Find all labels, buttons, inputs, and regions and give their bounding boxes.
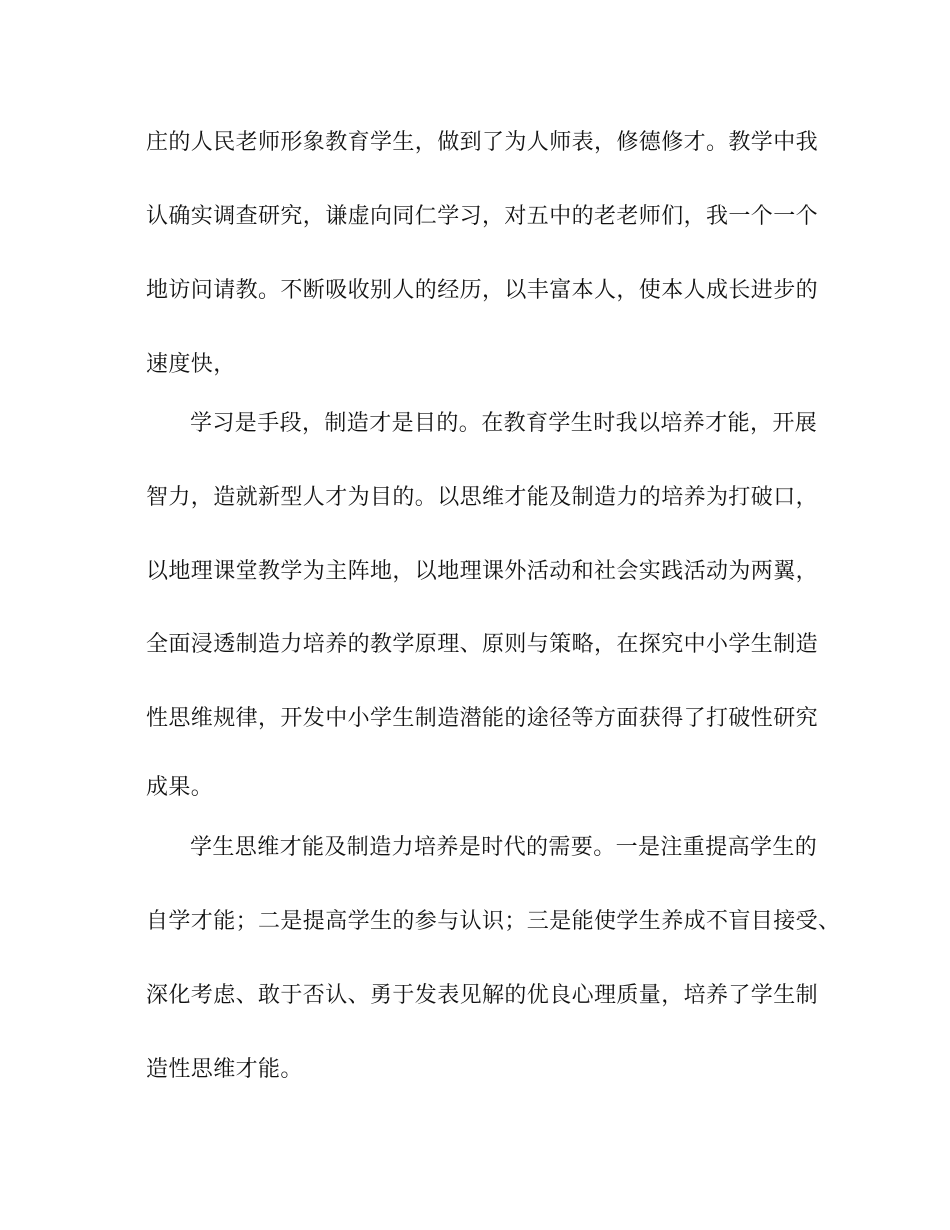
text-line: 速度快， — [146, 352, 236, 377]
text-line: 性思维规律，开发中小学生制造潜能的途径等方面获得了打破性研究 — [146, 706, 819, 731]
text-line: 深化考虑、敢于否认、勇于发表见解的优良心理质量，培养了学生制 — [146, 983, 819, 1008]
paragraph-first-line: 学习是手段，制造才是目的。在教育学生时我以培养才能，开展 — [190, 411, 818, 436]
text-line: 造性思维才能。 — [146, 1057, 303, 1082]
text-line: 全面浸透制造力培养的教学原理、原则与策略，在探究中小学生制造 — [146, 632, 819, 657]
text-line: 庄的人民老师形象教育学生，做到了为人师表，修德修才。教学中我 — [146, 130, 819, 155]
text-line: 成果。 — [146, 775, 214, 800]
text-line: 以地理课堂教学为主阵地，以地理课外活动和社会实践活动为两翼， — [146, 559, 819, 584]
paragraph-first-line: 学生思维才能及制造力培养是时代的需要。一是注重提高学生的 — [190, 835, 818, 860]
text-line: 地访问请教。不断吸收别人的经历，以丰富本人，使本人成长进步的 — [146, 278, 819, 303]
text-line: 认确实调查研究，谦虚向同仁学习，对五中的老老师们，我一个一个 — [146, 204, 819, 229]
text-line: 智力，造就新型人才为目的。以思维才能及制造力的培养为打破口， — [146, 485, 819, 510]
text-line: 自学才能；二是提高学生的参与认识；三是能使学生养成不盲目接受、 — [146, 909, 841, 934]
